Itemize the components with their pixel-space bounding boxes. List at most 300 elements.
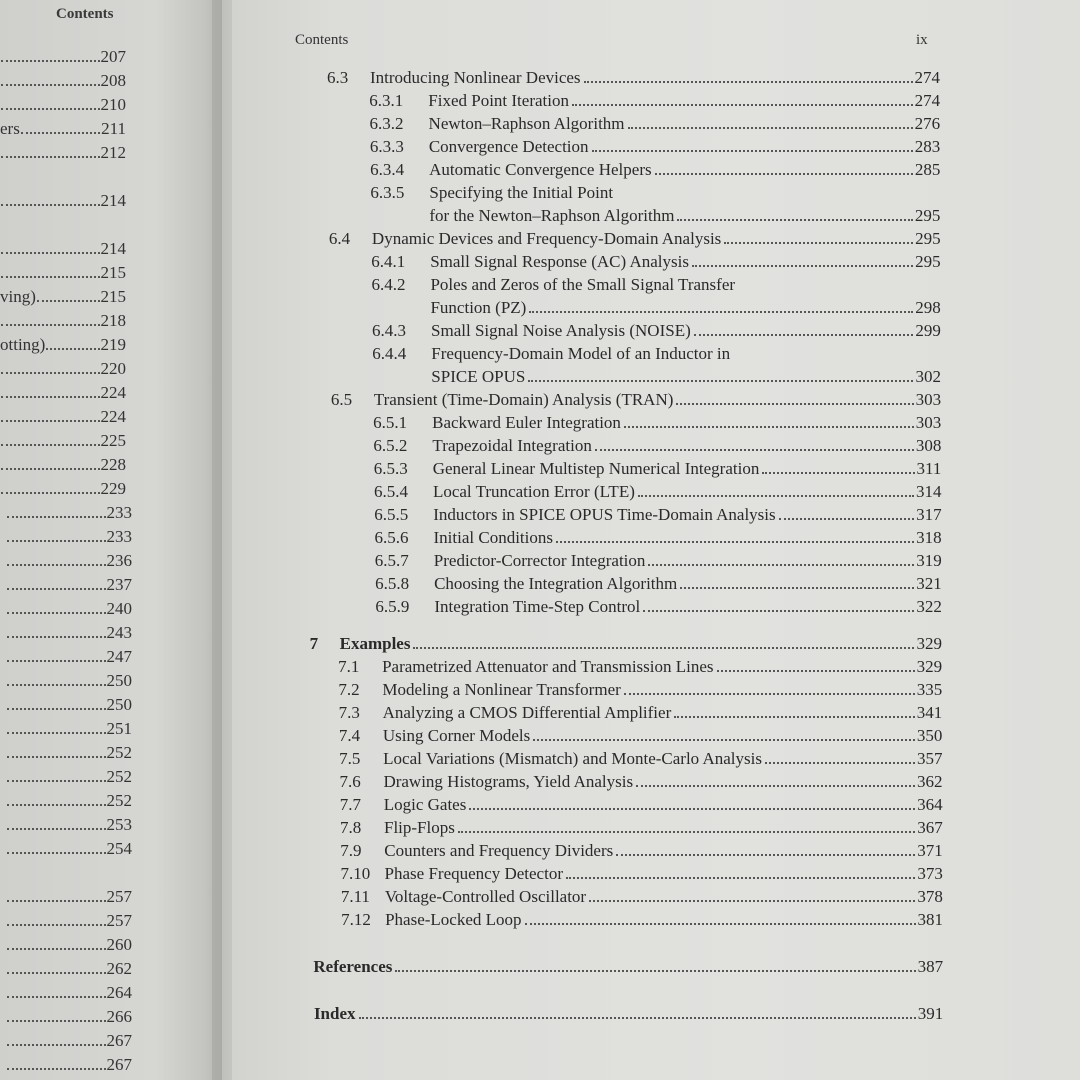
page-number: 373 [917, 864, 943, 883]
dot-leader [7, 996, 106, 998]
left-entry-page: 264 [106, 983, 132, 1002]
toc-row [429, 206, 940, 228]
section-number: 7.9 [340, 841, 362, 860]
toc-row [339, 703, 943, 725]
toc-row [375, 528, 942, 550]
dot-leader [624, 426, 914, 428]
dot-leader [1, 444, 100, 446]
left-toc-row [0, 311, 126, 333]
page-number: 298 [915, 298, 941, 317]
section-title: Using Corner Models [382, 726, 531, 745]
dot-leader [7, 756, 106, 758]
left-entry-page: 225 [100, 431, 126, 450]
page-number: 274 [914, 91, 941, 110]
section-title-continued: for the Newton–Raphson Algorithm [429, 206, 675, 225]
left-entry-page: 251 [106, 719, 132, 738]
dot-leader [7, 1020, 106, 1022]
section-number: 6.5.8 [375, 574, 410, 593]
left-toc-row [0, 431, 126, 453]
section-number: 6.4.3 [372, 321, 407, 340]
section-number: 6.3 [327, 68, 349, 87]
toc-row [373, 436, 941, 458]
section-number: 7.10 [340, 864, 371, 883]
page-number: 318 [916, 528, 942, 547]
left-toc-row [6, 1007, 132, 1029]
section-number: 6.5.3 [373, 459, 408, 478]
page-number: 341 [916, 703, 943, 722]
left-toc-row [6, 575, 132, 597]
toc-row [339, 749, 942, 771]
page-number: 295 [914, 206, 941, 225]
dot-leader [638, 495, 914, 497]
left-toc-row [0, 479, 126, 501]
toc-entry-line [372, 344, 730, 364]
right-page [232, 0, 1080, 1080]
left-entry-page: 207 [100, 47, 126, 66]
dot-leader [572, 104, 913, 106]
left-toc-row [0, 191, 126, 213]
page-number: 303 [915, 390, 942, 409]
dot-leader [395, 970, 915, 972]
page-number: 283 [914, 137, 941, 156]
section-title: General Linear Multistep Numerical Integration [432, 459, 760, 478]
section-title: Index [313, 1004, 356, 1023]
toc-row [339, 772, 942, 794]
section-title: Predictor-Corrector Integration [433, 551, 646, 570]
dot-leader [7, 1068, 106, 1070]
left-toc-row [0, 71, 126, 93]
page-number: 319 [916, 551, 942, 570]
page-number: 329 [916, 657, 943, 676]
section-number: 7.3 [338, 703, 360, 722]
section-number: 7.1 [338, 657, 360, 676]
section-title: Flip-Flops [384, 818, 455, 837]
left-toc-row [6, 1055, 132, 1077]
left-toc-row [6, 551, 132, 573]
section-title: Introducing Nonlinear Devices [370, 68, 581, 87]
section-number: 6.4.4 [372, 344, 407, 363]
page-number: 308 [915, 436, 942, 455]
dot-leader [643, 610, 914, 612]
left-toc-row [0, 143, 126, 165]
dot-leader [7, 924, 106, 926]
section-number: 6.5.4 [373, 482, 408, 501]
left-toc-row [6, 1031, 132, 1053]
left-entry-page: 262 [106, 959, 132, 978]
section-number: 6.5.6 [374, 528, 409, 547]
left-entry-page: 224 [100, 383, 126, 402]
toc-row [374, 505, 941, 527]
page-number: 391 [917, 1004, 944, 1023]
toc-row [370, 160, 940, 182]
dot-leader [7, 708, 106, 710]
section-number: 7.8 [340, 818, 362, 837]
left-entry-page: 233 [106, 503, 132, 522]
dot-leader [765, 762, 915, 764]
dot-leader [7, 948, 106, 950]
section-number: 6.3.1 [369, 91, 404, 110]
left-entry-text: ers [0, 119, 20, 138]
dot-leader [779, 518, 914, 520]
dot-leader [7, 732, 106, 734]
left-entry-page: 240 [106, 599, 132, 618]
dot-leader [1, 276, 100, 278]
dot-leader [1, 324, 100, 326]
dot-leader [21, 132, 100, 134]
left-entry-page: 212 [100, 143, 126, 162]
left-entry-page: 208 [100, 71, 126, 90]
section-title: Frequency-Domain Model of an Inductor in [431, 344, 731, 363]
dot-leader [762, 472, 914, 474]
page-number: 295 [915, 229, 941, 248]
left-toc-row [6, 599, 132, 621]
page-number: 302 [915, 367, 941, 386]
toc-row [374, 459, 942, 481]
section-number: 6.4.2 [371, 275, 406, 294]
dot-leader [7, 540, 106, 542]
section-title-continued: SPICE OPUS [431, 367, 526, 386]
left-toc-row [6, 911, 132, 933]
left-toc-row [6, 695, 132, 717]
toc-row [375, 574, 942, 596]
dot-leader [7, 1044, 106, 1046]
left-toc-row [6, 527, 132, 549]
left-entry-page: 228 [100, 455, 126, 474]
dot-leader [677, 219, 912, 221]
dot-leader [469, 808, 915, 810]
dot-leader [7, 612, 106, 614]
left-entry-page: 236 [106, 551, 132, 570]
toc-row [338, 657, 942, 679]
dot-leader [37, 300, 100, 302]
section-title: Small Signal Response (AC) Analysis [430, 252, 689, 271]
section-number: 7.2 [338, 680, 360, 699]
section-number: 6.5.9 [375, 597, 410, 616]
chapter-row [314, 1004, 943, 1026]
page-number: 317 [916, 505, 942, 524]
dot-leader [528, 380, 913, 382]
left-toc-row [6, 887, 132, 909]
toc-row [341, 910, 943, 932]
toc-row [375, 597, 942, 619]
dot-leader [7, 972, 106, 974]
page-number: 387 [917, 957, 944, 976]
section-title: Parametrized Attenuator and Transmission Lines [382, 657, 714, 676]
section-title: Integration Time-Step Control [434, 597, 641, 616]
dot-leader [674, 716, 915, 718]
dot-leader [724, 242, 913, 244]
left-entry-page: 247 [106, 647, 132, 666]
page-number: 299 [915, 321, 941, 340]
section-number: 6.4 [328, 229, 351, 248]
left-page [0, 0, 222, 1080]
toc-row [430, 298, 940, 320]
left-toc-row [6, 815, 132, 837]
section-number: 6.5.1 [373, 413, 408, 432]
section-title: Specifying the Initial Point [429, 183, 614, 202]
section-title: Convergence Detection [428, 137, 589, 156]
dot-leader [556, 541, 914, 543]
section-title: Logic Gates [383, 795, 467, 814]
left-entry-page: 214 [100, 239, 126, 258]
dot-leader [624, 693, 915, 695]
toc-row [373, 413, 941, 435]
left-toc-row [0, 455, 126, 477]
section-title: Local Variations (Mismatch) and Monte-Carlo Analysis [383, 749, 762, 768]
toc-row [374, 482, 942, 504]
dot-leader [636, 785, 915, 787]
left-toc-row [0, 335, 126, 357]
dot-leader [566, 877, 915, 879]
section-title: Trapezoidal Integration [432, 436, 592, 455]
left-entry-page: 252 [106, 791, 132, 810]
left-entry-page: 260 [106, 935, 132, 954]
left-toc-row [6, 743, 132, 765]
toc-row [338, 680, 942, 702]
dot-leader [7, 588, 106, 590]
section-title: Phase Frequency Detector [384, 864, 563, 883]
chapter-row [310, 634, 942, 656]
section-title: Modeling a Nonlinear Transformer [382, 680, 621, 699]
dot-leader [717, 670, 915, 672]
left-entry-page: 252 [106, 743, 132, 762]
left-entry-page: 229 [100, 479, 126, 498]
dot-leader [1, 84, 100, 86]
left-toc-row [6, 623, 132, 645]
toc-row [375, 551, 942, 573]
section-number: 7 [309, 634, 319, 653]
chapter-row [313, 957, 943, 979]
toc-row [372, 321, 941, 343]
dot-leader [1, 60, 100, 62]
left-entry-page: 224 [100, 407, 126, 426]
left-running-head: Contents [56, 6, 114, 22]
page-number: 371 [917, 841, 943, 860]
toc-row [339, 726, 942, 748]
left-toc-row [0, 287, 126, 309]
section-number: 6.3.2 [369, 114, 404, 133]
right-running-head: Contents [295, 32, 349, 48]
dot-leader [7, 804, 106, 806]
dot-leader [655, 173, 913, 175]
section-title: Examples [339, 634, 411, 653]
page-number: 314 [915, 482, 942, 501]
toc-row [341, 887, 943, 909]
left-entry-page: 252 [106, 767, 132, 786]
section-number: 6.3.4 [370, 160, 405, 179]
toc-row [431, 367, 941, 389]
section-number: 6.3.3 [369, 137, 404, 156]
left-toc-row [0, 263, 126, 285]
left-entry-page: 243 [106, 623, 132, 642]
left-entry-page: 218 [100, 311, 126, 330]
left-toc-row [6, 935, 132, 957]
toc-row [341, 864, 943, 886]
toc-row [340, 841, 943, 863]
left-toc-row [0, 239, 126, 261]
section-number: 7.6 [339, 772, 361, 791]
dot-leader [7, 564, 106, 566]
section-number: 6.5 [330, 390, 353, 409]
dot-leader [595, 449, 914, 451]
dot-leader [1, 204, 100, 206]
left-toc-row [6, 719, 132, 741]
left-entry-page: 266 [106, 1007, 132, 1026]
dot-leader [359, 1017, 916, 1019]
dot-leader [1, 156, 100, 158]
page-folio: ix [916, 32, 928, 48]
left-entry-text: otting) [0, 335, 46, 354]
section-title: Inductors in SPICE OPUS Time-Domain Analysis [433, 505, 776, 524]
left-toc-row [6, 983, 132, 1005]
dot-leader [628, 127, 913, 129]
dot-leader [7, 828, 106, 830]
left-entry-page: 211 [101, 119, 126, 138]
left-entry-page: 215 [100, 287, 126, 306]
dot-leader [1, 252, 100, 254]
dot-leader [7, 660, 106, 662]
left-entry-page: 214 [100, 191, 126, 210]
left-entry-page: 267 [106, 1055, 132, 1074]
page-number: 295 [915, 252, 941, 271]
dot-leader [1, 468, 100, 470]
page-number: 350 [916, 726, 943, 745]
page-number: 362 [917, 772, 943, 791]
dot-leader [676, 403, 913, 405]
left-entry-page: 220 [100, 359, 126, 378]
dot-leader [589, 900, 915, 902]
page-number: 321 [916, 574, 942, 593]
toc-row [329, 229, 941, 251]
section-title: Drawing Histograms, Yield Analysis [383, 772, 634, 791]
left-toc-row [0, 383, 126, 405]
toc-row [369, 91, 940, 113]
left-entry-page: 253 [106, 815, 132, 834]
section-title: Transient (Time-Domain) Analysis (TRAN) [373, 390, 674, 409]
page-number: 381 [917, 910, 944, 929]
section-number: 7.11 [340, 887, 370, 906]
dot-leader [1, 108, 100, 110]
left-toc-row [6, 503, 132, 525]
toc-row [371, 252, 940, 274]
section-number: 7.12 [341, 910, 371, 929]
section-title: Dynamic Devices and Frequency-Domain Analysis [371, 229, 722, 248]
left-entry-page: 257 [106, 911, 132, 930]
dot-leader [694, 334, 914, 336]
page-number: 378 [917, 887, 943, 906]
dot-leader [7, 684, 106, 686]
dot-leader [1, 372, 100, 374]
dot-leader [46, 348, 99, 350]
dot-leader [584, 81, 913, 83]
left-toc-row [6, 671, 132, 693]
section-title: Poles and Zeros of the Small Signal Transfer [430, 275, 736, 294]
dot-leader [616, 854, 915, 856]
section-title: Initial Conditions [433, 528, 553, 547]
dot-leader [680, 587, 914, 589]
page-number: 274 [914, 68, 940, 87]
dot-leader [7, 516, 106, 518]
section-title: Fixed Point Iteration [428, 91, 569, 110]
section-number: 7.7 [339, 795, 361, 814]
left-toc-row [0, 359, 126, 381]
left-entry-page: 219 [100, 335, 126, 354]
left-toc-row [6, 839, 132, 861]
page-number: 285 [914, 160, 941, 179]
left-entry-page: 250 [106, 671, 132, 690]
dot-leader [413, 647, 914, 649]
left-toc-row [0, 407, 126, 429]
section-title: Backward Euler Integration [432, 413, 621, 432]
page-number: 335 [916, 680, 943, 699]
left-toc-row [6, 959, 132, 981]
section-number: 6.5.5 [374, 505, 409, 524]
left-toc-row [6, 791, 132, 813]
left-entry-page: 267 [106, 1031, 132, 1050]
section-number: 6.3.5 [370, 183, 405, 202]
left-toc-row [0, 119, 126, 141]
left-toc-row [0, 47, 126, 69]
section-number: 6.5.2 [373, 436, 408, 455]
section-title: Small Signal Noise Analysis (NOISE) [431, 321, 691, 340]
left-entry-text: ving) [0, 287, 36, 306]
section-title-continued: Function (PZ) [430, 298, 527, 317]
page-number: 367 [917, 818, 943, 837]
left-toc-row [0, 95, 126, 117]
toc-row [327, 68, 940, 90]
section-number: 7.5 [339, 749, 361, 768]
toc-row [331, 390, 941, 412]
dot-leader [1, 492, 100, 494]
dot-leader [1, 396, 100, 398]
section-number: 6.5.7 [374, 551, 409, 570]
dot-leader [525, 923, 916, 925]
section-number: 7.4 [338, 726, 361, 745]
section-title: Choosing the Integration Algorithm [434, 574, 678, 593]
page-number: 329 [916, 634, 942, 653]
dot-leader [7, 900, 106, 902]
dot-leader [1, 420, 100, 422]
dot-leader [7, 636, 106, 638]
section-title: References [313, 957, 393, 976]
left-entry-page: 250 [106, 695, 132, 714]
section-title: Local Truncation Error (LTE) [432, 482, 635, 501]
dot-leader [533, 739, 915, 741]
left-entry-page: 210 [100, 95, 126, 114]
dot-leader [7, 852, 106, 854]
dot-leader [458, 831, 915, 833]
dot-leader [529, 311, 913, 313]
section-title: Automatic Convergence Helpers [429, 160, 652, 179]
left-entry-page: 254 [106, 839, 132, 858]
toc-row [370, 114, 941, 136]
section-title: Counters and Frequency Dividers [384, 841, 614, 860]
toc-entry-line [371, 275, 735, 295]
page-number: 311 [916, 459, 942, 478]
section-title: Newton–Raphson Algorithm [428, 114, 625, 133]
toc-entry-line [370, 183, 613, 203]
page-number: 364 [917, 795, 943, 814]
left-entry-page: 257 [106, 887, 132, 906]
dot-leader [7, 780, 106, 782]
section-title: Analyzing a CMOS Differential Amplifier [382, 703, 672, 722]
left-toc-row [6, 647, 132, 669]
dot-leader [648, 564, 914, 566]
left-entry-page: 215 [100, 263, 126, 282]
page-number: 276 [914, 114, 941, 133]
page-number: 303 [915, 413, 942, 432]
left-entry-page: 237 [106, 575, 132, 594]
